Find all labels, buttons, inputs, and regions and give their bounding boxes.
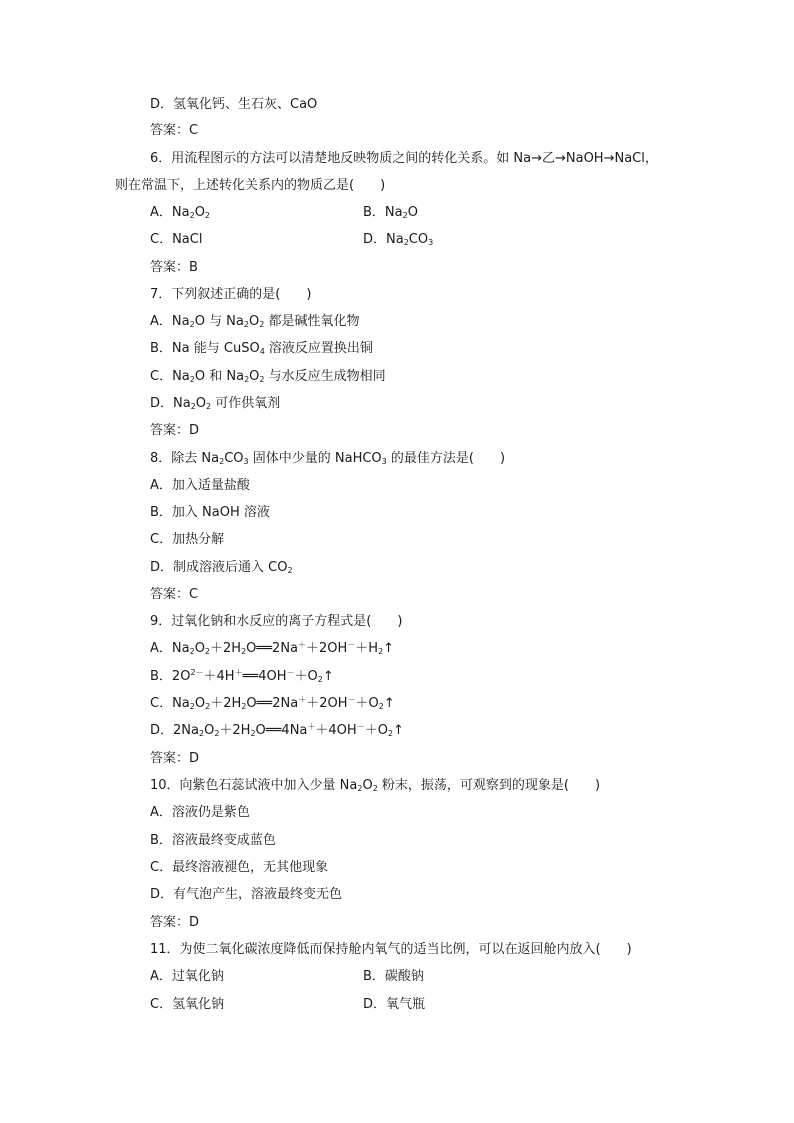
q10-option-c: C．最终溶液褪色，无其他现象 <box>150 860 329 875</box>
q6-stem-2: 则在常温下，上述转化关系内的物质乙是( ) <box>115 178 386 193</box>
q9-answer: 答案：D <box>150 751 200 766</box>
q10-option-a: A．溶液仍是紫色 <box>150 805 250 820</box>
q10-answer: 答案：D <box>150 915 200 930</box>
q6-row-1-col2: B．$Na_2O$ <box>363 205 418 220</box>
q6-row-1: A．$Na_2O_2$ <box>150 205 211 220</box>
q8-option-d: D．制成溶液后通入 $CO_2$ <box>150 560 293 575</box>
q8-option-c: C．加热分解 <box>150 532 225 547</box>
q5-option-d: D．氢氧化钙、生石灰、CaO <box>150 97 318 112</box>
q7-answer: 答案：D <box>150 423 200 438</box>
q11-row-1: A．过氧化钠 <box>150 969 224 984</box>
q8-stem: 8．除去 $Na_2CO_3$ 固体中少量的 NaHCO$_3$ 的最佳方法是( ) <box>150 451 506 466</box>
q8-option-b: B．加入 NaOH 溶液 <box>150 505 270 520</box>
q10-option-d: D．有气泡产生，溶液最终变无色 <box>150 887 343 902</box>
q9-option-b: B．$2O^{2-}+4H^+══4OH^-+O_2↑$ <box>150 668 334 684</box>
q7-option-d: D．$Na_2O_2$ 可作供氧剂 <box>150 396 281 411</box>
q11-row-2: C．氢氧化钠 <box>150 997 225 1012</box>
q6-stem-1: 6．用流程图示的方法可以清楚地反映物质之间的转化关系。如 Na→乙→NaOH→NaCl， <box>150 151 658 166</box>
q9-option-a: A．$Na_2O_2+2H_2O══2Na^++2OH^-+H_2↑$ <box>150 640 395 656</box>
q5-answer: 答案：C <box>150 123 199 138</box>
q6-answer: 答案：B <box>150 260 198 275</box>
q6-row-2: C．NaCl <box>150 232 203 247</box>
q10-stem: 10．向紫色石蕊试液中加入少量 $Na_2O_2$ 粉末，振荡，可观察到的现象是( ) <box>150 778 601 793</box>
q11-stem: 11．为使二氧化碳浓度降低而保持舱内氧气的适当比例，可以在返回舱内放入( ) <box>150 942 632 957</box>
q7-option-a: A．$Na_2O$ 与 $Na_2O_2$ 都是碱性氧化物 <box>150 314 360 329</box>
q8-option-a: A．加入适量盐酸 <box>150 478 250 493</box>
q6-row-2-col2: D．$Na_2CO_3$ <box>363 232 434 247</box>
q7-stem: 7．下列叙述正确的是( ) <box>150 287 312 302</box>
q7-option-c: C．$Na_2O$ 和 $Na_2O_2$ 与水反应生成物相同 <box>150 369 386 384</box>
q8-answer: 答案：C <box>150 587 199 602</box>
q9-option-c: C．$Na_2O_2+2H_2O══2Na^++2OH^-+O_2↑$ <box>150 695 395 711</box>
q11-row-1-col2: B．碳酸钠 <box>363 969 424 984</box>
q9-option-d: D．$2Na_2O_2+2H_2O══4Na^++4OH^-+O_2↑$ <box>150 722 404 738</box>
q9-stem: 9．过氧化钠和水反应的离子方程式是( ) <box>150 614 403 629</box>
q10-option-b: B．溶液最终变成蓝色 <box>150 833 276 848</box>
q7-option-b: B．Na 能与 CuSO$_4$ 溶液反应置换出铜 <box>150 341 373 356</box>
q11-row-2-col2: D．氧气瓶 <box>363 997 426 1012</box>
